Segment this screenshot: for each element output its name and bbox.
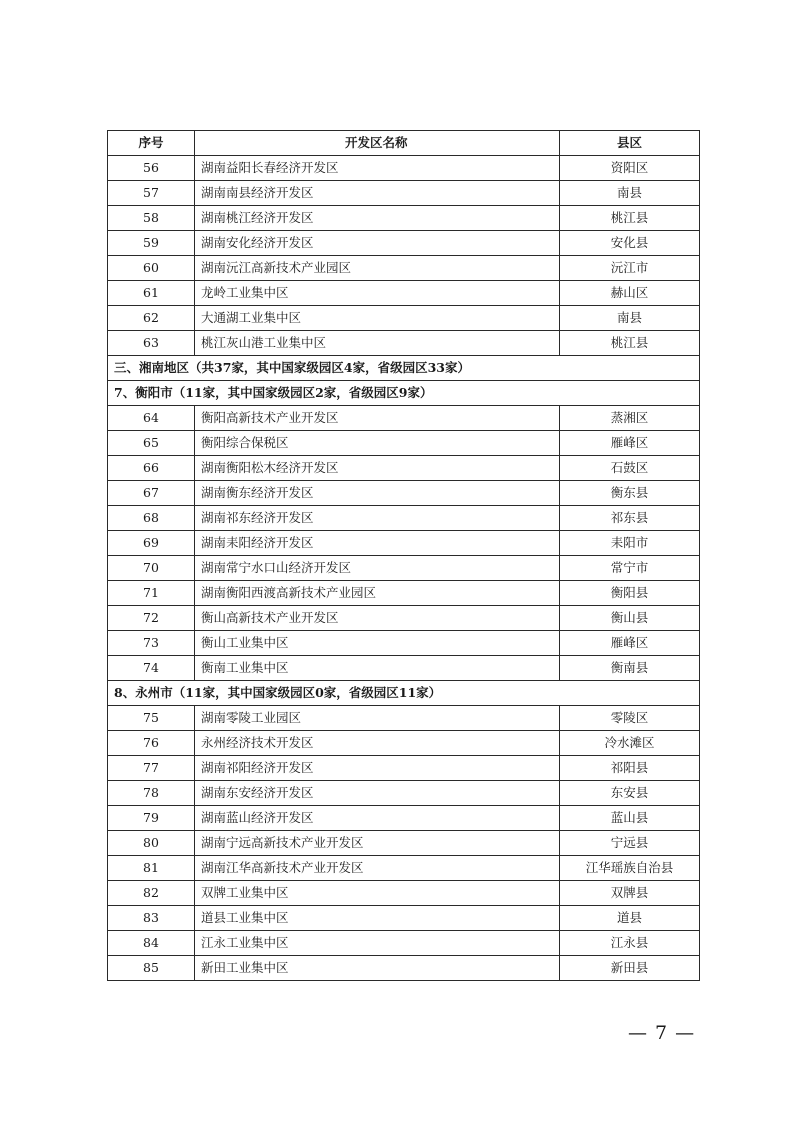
table-row bbox=[108, 581, 700, 606]
cell-zone-name: 湖南安化经济开发区 bbox=[195, 231, 560, 256]
section-label: 三、湘南地区（共37家，其中国家级园区4家，省级园区33家） bbox=[108, 356, 700, 381]
cell-zone-name: 湖南零陵工业园区 bbox=[195, 706, 560, 731]
table-row bbox=[108, 856, 700, 881]
cell-seq: 83 bbox=[108, 906, 195, 931]
cell-zone-name: 大通湖工业集中区 bbox=[195, 306, 560, 331]
header-name: 开发区名称 bbox=[195, 131, 560, 156]
table-row bbox=[108, 431, 700, 456]
table-row bbox=[108, 956, 700, 981]
cell-county: 祁东县 bbox=[560, 506, 700, 531]
cell-seq: 68 bbox=[108, 506, 195, 531]
table-row bbox=[108, 181, 700, 206]
cell-seq: 74 bbox=[108, 656, 195, 681]
cell-county: 衡东县 bbox=[560, 481, 700, 506]
section-label: 8、永州市（11家，其中国家级园区0家，省级园区11家） bbox=[108, 681, 700, 706]
cell-seq: 56 bbox=[108, 156, 195, 181]
section-row bbox=[108, 381, 700, 406]
cell-zone-name: 湖南宁远高新技术产业开发区 bbox=[195, 831, 560, 856]
table-row bbox=[108, 331, 700, 356]
cell-county: 祁阳县 bbox=[560, 756, 700, 781]
cell-seq: 82 bbox=[108, 881, 195, 906]
cell-zone-name: 湖南衡阳松木经济开发区 bbox=[195, 456, 560, 481]
cell-seq: 81 bbox=[108, 856, 195, 881]
table-row bbox=[108, 806, 700, 831]
cell-seq: 73 bbox=[108, 631, 195, 656]
cell-county: 桃江县 bbox=[560, 331, 700, 356]
cell-zone-name: 新田工业集中区 bbox=[195, 956, 560, 981]
cell-seq: 78 bbox=[108, 781, 195, 806]
cell-county: 衡阳县 bbox=[560, 581, 700, 606]
cell-seq: 71 bbox=[108, 581, 195, 606]
cell-zone-name: 湖南常宁水口山经济开发区 bbox=[195, 556, 560, 581]
cell-county: 南县 bbox=[560, 181, 700, 206]
cell-zone-name: 湖南益阳长春经济开发区 bbox=[195, 156, 560, 181]
cell-seq: 67 bbox=[108, 481, 195, 506]
cell-seq: 63 bbox=[108, 331, 195, 356]
cell-county: 新田县 bbox=[560, 956, 700, 981]
table-row bbox=[108, 231, 700, 256]
cell-zone-name: 桃江灰山港工业集中区 bbox=[195, 331, 560, 356]
cell-county: 南县 bbox=[560, 306, 700, 331]
cell-county: 雁峰区 bbox=[560, 431, 700, 456]
cell-county: 江华瑶族自治县 bbox=[560, 856, 700, 881]
cell-county: 衡山县 bbox=[560, 606, 700, 631]
table-row bbox=[108, 756, 700, 781]
cell-zone-name: 湖南东安经济开发区 bbox=[195, 781, 560, 806]
cell-seq: 59 bbox=[108, 231, 195, 256]
cell-zone-name: 湖南江华高新技术产业开发区 bbox=[195, 856, 560, 881]
cell-county: 东安县 bbox=[560, 781, 700, 806]
cell-county: 安化县 bbox=[560, 231, 700, 256]
cell-county: 耒阳市 bbox=[560, 531, 700, 556]
table-row bbox=[108, 656, 700, 681]
cell-seq: 69 bbox=[108, 531, 195, 556]
table-row bbox=[108, 731, 700, 756]
cell-seq: 60 bbox=[108, 256, 195, 281]
table-row bbox=[108, 256, 700, 281]
table-row bbox=[108, 456, 700, 481]
cell-zone-name: 衡阳综合保税区 bbox=[195, 431, 560, 456]
cell-seq: 79 bbox=[108, 806, 195, 831]
table-row bbox=[108, 781, 700, 806]
cell-county: 蓝山县 bbox=[560, 806, 700, 831]
table-row bbox=[108, 706, 700, 731]
cell-zone-name: 湖南蓝山经济开发区 bbox=[195, 806, 560, 831]
table-row bbox=[108, 506, 700, 531]
page-number: — 7 — bbox=[628, 1022, 696, 1044]
cell-seq: 80 bbox=[108, 831, 195, 856]
cell-seq: 62 bbox=[108, 306, 195, 331]
cell-zone-name: 湖南沅江高新技术产业园区 bbox=[195, 256, 560, 281]
cell-zone-name: 衡山工业集中区 bbox=[195, 631, 560, 656]
cell-county: 江永县 bbox=[560, 931, 700, 956]
table-row bbox=[108, 281, 700, 306]
cell-seq: 77 bbox=[108, 756, 195, 781]
cell-zone-name: 湖南祁东经济开发区 bbox=[195, 506, 560, 531]
cell-zone-name: 龙岭工业集中区 bbox=[195, 281, 560, 306]
cell-seq: 72 bbox=[108, 606, 195, 631]
header-seq: 序号 bbox=[108, 131, 195, 156]
table-row bbox=[108, 831, 700, 856]
cell-zone-name: 衡阳高新技术产业开发区 bbox=[195, 406, 560, 431]
cell-county: 道县 bbox=[560, 906, 700, 931]
table-row bbox=[108, 556, 700, 581]
cell-county: 宁远县 bbox=[560, 831, 700, 856]
cell-seq: 66 bbox=[108, 456, 195, 481]
cell-county: 雁峰区 bbox=[560, 631, 700, 656]
cell-county: 沅江市 bbox=[560, 256, 700, 281]
cell-seq: 65 bbox=[108, 431, 195, 456]
table-row bbox=[108, 481, 700, 506]
table-body bbox=[108, 156, 700, 981]
cell-seq: 85 bbox=[108, 956, 195, 981]
cell-seq: 61 bbox=[108, 281, 195, 306]
table-row bbox=[108, 606, 700, 631]
cell-zone-name: 衡南工业集中区 bbox=[195, 656, 560, 681]
table-row bbox=[108, 881, 700, 906]
cell-zone-name: 道县工业集中区 bbox=[195, 906, 560, 931]
table-row bbox=[108, 931, 700, 956]
cell-zone-name: 湖南祁阳经济开发区 bbox=[195, 756, 560, 781]
cell-county: 零陵区 bbox=[560, 706, 700, 731]
table-row bbox=[108, 406, 700, 431]
cell-county: 冷水滩区 bbox=[560, 731, 700, 756]
table-header-row bbox=[108, 131, 700, 156]
cell-zone-name: 湖南南县经济开发区 bbox=[195, 181, 560, 206]
header-county: 县区 bbox=[560, 131, 700, 156]
section-row bbox=[108, 356, 700, 381]
cell-county: 蒸湘区 bbox=[560, 406, 700, 431]
development-zone-table bbox=[107, 130, 700, 981]
cell-zone-name: 湖南耒阳经济开发区 bbox=[195, 531, 560, 556]
table-row bbox=[108, 156, 700, 181]
cell-zone-name: 湖南衡阳西渡高新技术产业园区 bbox=[195, 581, 560, 606]
cell-seq: 70 bbox=[108, 556, 195, 581]
cell-seq: 58 bbox=[108, 206, 195, 231]
cell-zone-name: 湖南衡东经济开发区 bbox=[195, 481, 560, 506]
cell-zone-name: 衡山高新技术产业开发区 bbox=[195, 606, 560, 631]
cell-zone-name: 永州经济技术开发区 bbox=[195, 731, 560, 756]
cell-zone-name: 湖南桃江经济开发区 bbox=[195, 206, 560, 231]
section-row bbox=[108, 681, 700, 706]
cell-county: 双牌县 bbox=[560, 881, 700, 906]
cell-county: 衡南县 bbox=[560, 656, 700, 681]
cell-seq: 57 bbox=[108, 181, 195, 206]
cell-county: 石鼓区 bbox=[560, 456, 700, 481]
table-row bbox=[108, 206, 700, 231]
cell-seq: 75 bbox=[108, 706, 195, 731]
table-row bbox=[108, 906, 700, 931]
table-row bbox=[108, 631, 700, 656]
cell-county: 常宁市 bbox=[560, 556, 700, 581]
cell-zone-name: 双牌工业集中区 bbox=[195, 881, 560, 906]
cell-seq: 76 bbox=[108, 731, 195, 756]
table-row bbox=[108, 531, 700, 556]
cell-county: 赫山区 bbox=[560, 281, 700, 306]
cell-seq: 64 bbox=[108, 406, 195, 431]
section-label: 7、衡阳市（11家，其中国家级园区2家，省级园区9家） bbox=[108, 381, 700, 406]
cell-zone-name: 江永工业集中区 bbox=[195, 931, 560, 956]
cell-county: 桃江县 bbox=[560, 206, 700, 231]
cell-county: 资阳区 bbox=[560, 156, 700, 181]
table-row bbox=[108, 306, 700, 331]
cell-seq: 84 bbox=[108, 931, 195, 956]
